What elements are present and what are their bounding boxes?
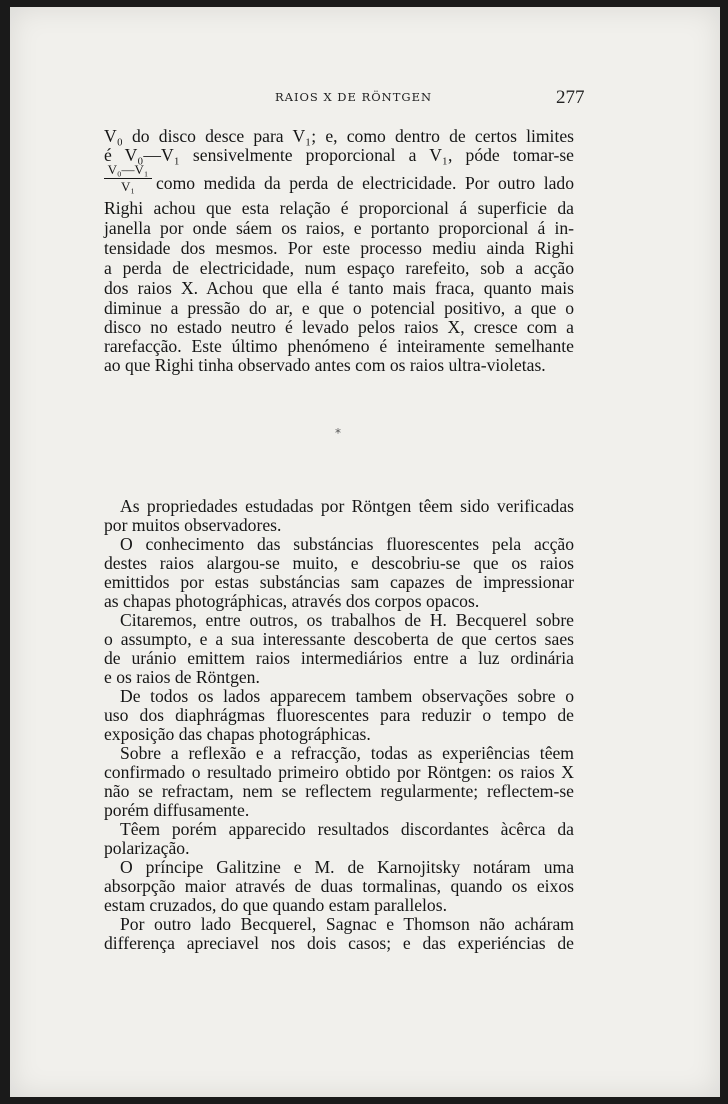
text-line: de uránio emittem raios intermediários entre a luz ordinária <box>104 648 574 668</box>
running-head: RAIOS X DE RÖNTGEN <box>275 90 433 104</box>
text-line: dos raios X. Achou que ella é tanto mais fraca, quanto mais <box>104 278 574 298</box>
text-line: e os raios de Röntgen. <box>104 667 260 687</box>
text-line: destes raios alargou-se muito, e descobriu-se que os raios <box>104 553 574 573</box>
fraction <box>104 163 152 194</box>
text-line: emittidos por estas substáncias sam capazes de impressionar <box>104 572 574 592</box>
text-line: estam cruzados, do que quando estam parallelos. <box>104 895 447 915</box>
text-line: absorpção maior através de duas tormalinas, quando os eixos <box>104 876 574 896</box>
text-line: O príncipe Galitzine e M. de Karnojitsky notáram uma <box>120 857 574 877</box>
text-line: De todos os lados apparecem tambem observações sobre o <box>120 686 574 706</box>
text-line: rarefacção. Este último phenómeno é inteiramente semelhante <box>104 336 574 356</box>
text-line: ao que Righi tinha observado antes com os raios ultra-violetas. <box>104 355 546 375</box>
text-line: é V₀—V₁ sensivelmente proporcional a V₁, póde tomar-se <box>104 145 574 165</box>
text-line: Citaremos, entre outros, os trabalhos de H. Becquerel sobre <box>120 610 574 630</box>
text-line: a perda de electricidade, num espaço rarefeito, sob a acção <box>104 258 574 278</box>
text-line: porém diffusamente. <box>104 800 250 820</box>
text-line: Sobre a reflexão e a refracção, todas as experiências têem <box>120 743 574 763</box>
text-line: as chapas photográphicas, através dos corpos opacos. <box>104 591 480 611</box>
text-line: O conhecimento das substáncias fluorescentes pela acção <box>120 534 574 554</box>
text-line: janella por onde sáem os raios, e portanto proporcional á in- <box>104 218 574 238</box>
text-line: o assumpto, e a sua interessante descoberta de que certos saes <box>104 629 574 649</box>
page-number: 277 <box>556 87 585 108</box>
text-line: disco no estado neutro é levado pelos raios X, cresce com a <box>104 317 574 337</box>
text-line: por muitos observadores. <box>104 515 282 535</box>
text-line: diminue a pressão do ar, e que o potencial positivo, a que o <box>104 298 574 318</box>
text-line: uso dos diaphrágmas fluorescentes para reduzir o tempo de <box>104 705 574 725</box>
text-line: polarização. <box>104 838 190 858</box>
text-line: V₀ do disco desce para V₁; e, como dentro de certos limites <box>104 126 574 146</box>
text-line: Têem porém apparecido resultados discordantes àcêrca da <box>120 819 574 839</box>
text-line: tensidade dos mesmos. Por este processo mediu ainda Righi <box>104 238 574 258</box>
text-line: confirmado o resultado primeiro obtido por Röntgen: os raios X <box>104 762 574 782</box>
text-line: como medida da perda de electricidade. Por outro lado <box>156 173 574 193</box>
section-ornament: * <box>335 426 341 440</box>
text-line: As propriedades estudadas por Röntgen têem sido verificadas <box>120 496 574 516</box>
text-line: Por outro lado Becquerel, Sagnac e Thomson não acháram <box>120 914 574 934</box>
text-line: não se refractam, nem se reflectem regularmente; reflectem-se <box>104 781 574 801</box>
text-line: Righi achou que esta relação é proporcional á superficie da <box>104 198 574 218</box>
text-line: exposição das chapas photográphicas. <box>104 724 371 744</box>
fraction-denominator: V₁ <box>121 179 135 194</box>
text-line: differença apreciavel nos dois casos; e das experiéncias de <box>104 933 574 953</box>
fraction-numerator: V₀—V₁ <box>104 163 152 179</box>
